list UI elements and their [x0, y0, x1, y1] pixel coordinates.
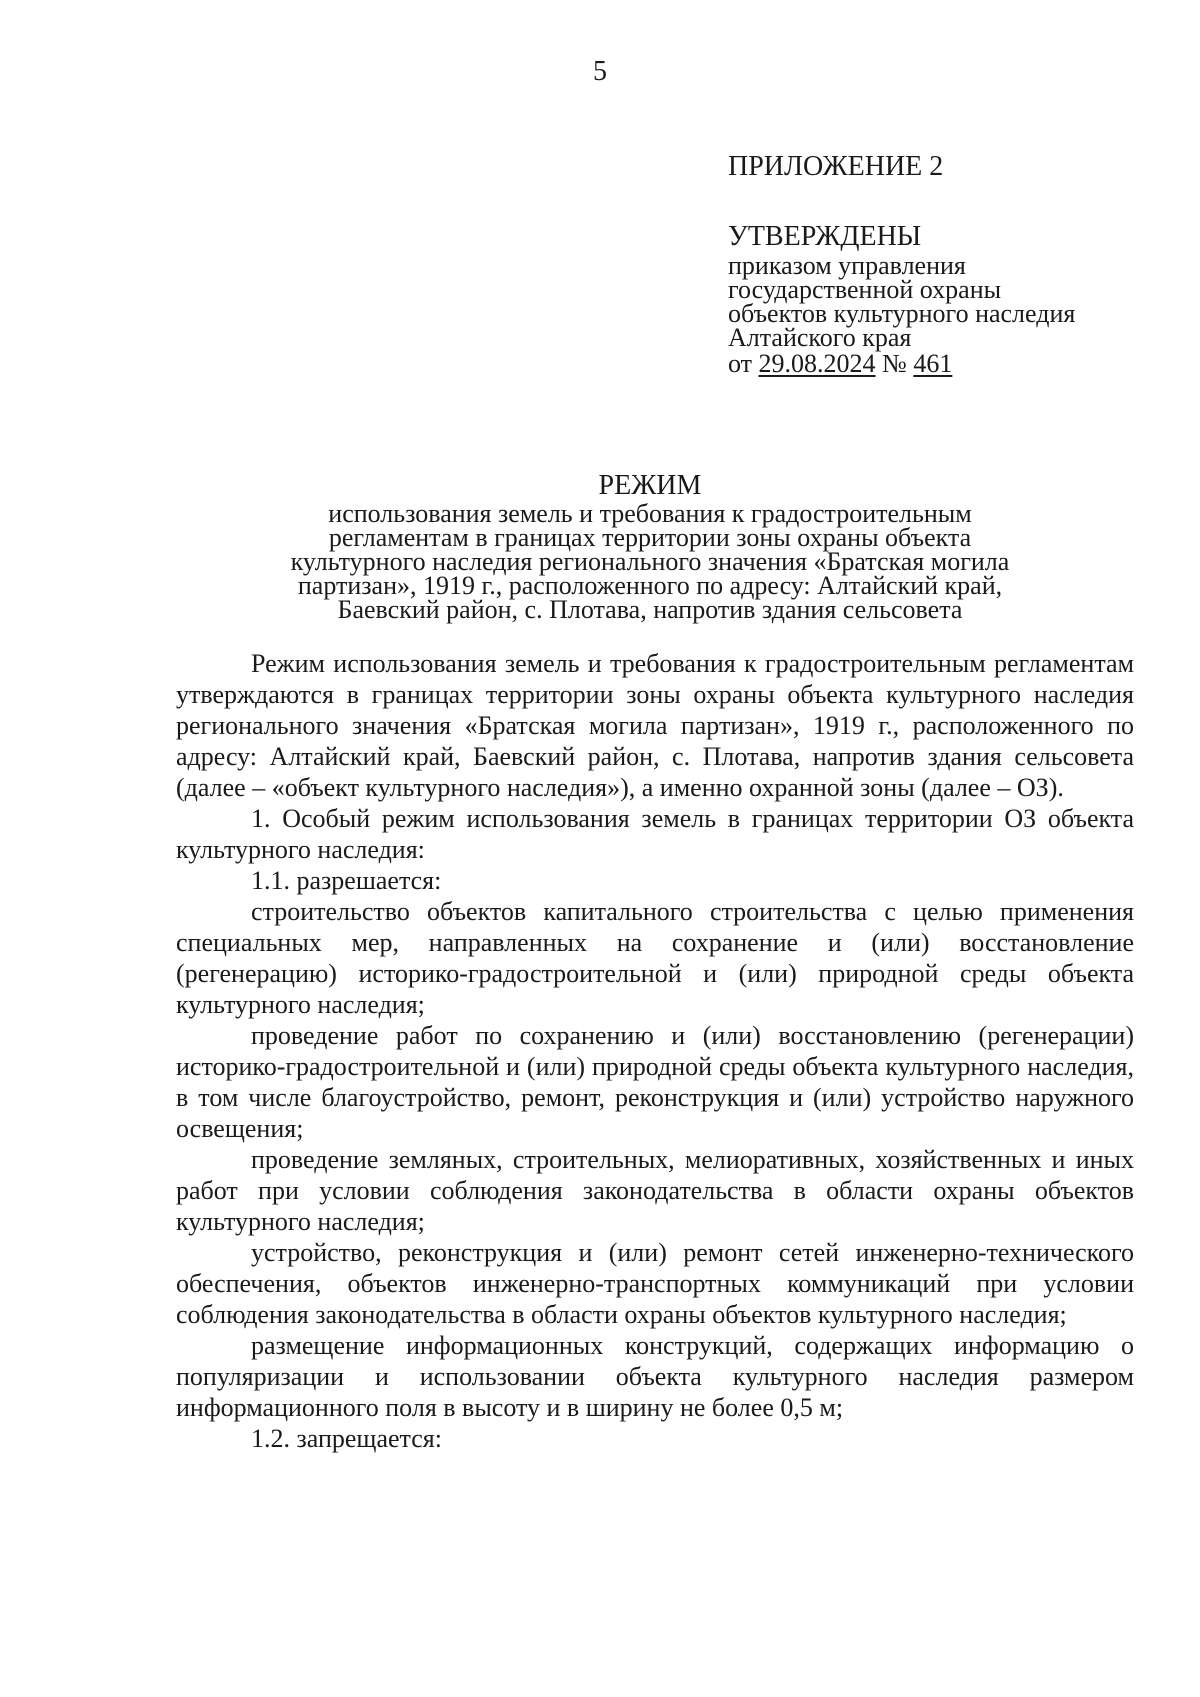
order-line: [728, 350, 1168, 378]
paragraph-item: размещение информационных конструкций, содержащих информацию о популяризации и использовании объекта культурного наследия размером информационного поля в высоту и в ширину не более 0,5 м;: [176, 1331, 1134, 1422]
document-body: [176, 648, 1134, 1454]
approved-label: УТВЕРЖДЕНЫ: [728, 221, 922, 252]
approval-header: [728, 150, 1168, 378]
paragraph-item: строительство объектов капитального строительства с целью применения специальных мер, направленных на сохранение и (или) восстановление (регенерацию) историко-градостроительной и (или) природной среды объекта культурного наследия;: [176, 897, 1134, 1019]
paragraph-intro: Режим использования земель и требования к градостроительным регламентам утверждаются в границах территории зоны охраны объекта культурного наследия регионального значения «Братская могила партизан», 1919 г., расположенного по адресу: Алтайский край, Баевский район, с. Плотава, напротив здания сельсовета (далее – «объект культурного наследия»), а именно охранной зоны (далее – ОЗ).: [176, 649, 1134, 802]
title-line: партизан», 1919 г., расположенного по адресу: Алтайский край,: [297, 571, 1003, 600]
title-line: использования земель и требования к градостроительным: [328, 499, 972, 528]
paragraph-section-1: 1. Особый режим использования земель в границах территории ОЗ объекта культурного наследия:: [176, 804, 1134, 864]
title-line: культурного наследия регионального значения «Братская могила: [290, 547, 1010, 576]
approved-line: приказом управления: [728, 251, 966, 280]
order-date: 29.08.2024: [758, 349, 876, 378]
approved-line: государственной охраны: [728, 275, 1002, 304]
title-line: регламентам в границах территории зоны охраны объекта: [328, 523, 972, 552]
appendix-label: ПРИЛОЖЕНИЕ 2: [728, 151, 944, 182]
title-line: Баевский район, с. Плотава, напротив здания сельсовета: [337, 595, 963, 624]
paragraph-item: устройство, реконструкция и (или) ремонт сетей инженерно-технического обеспечения, объектов инженерно-транспортных коммуникаций при условии соблюдения законодательства в области охраны объектов культурного наследия;: [176, 1238, 1134, 1329]
order-number: 461: [913, 349, 953, 378]
order-number-sign: №: [875, 349, 914, 378]
approved-line: объектов культурного наследия: [728, 299, 1076, 328]
paragraph-section-1-1: 1.1. разрешается:: [251, 866, 442, 895]
title-main: РЕЖИМ: [598, 470, 702, 501]
paragraph-item: проведение работ по сохранению и (или) восстановлению (регенерации) историко-градостроительной и (или) природной среды объекта культурного наследия, в том числе благоустройство, ремонт, реконструкция и (или) устройство наружного освещения;: [176, 1021, 1134, 1143]
paragraph-section-1-2: 1.2. запрещается:: [251, 1424, 442, 1453]
paragraph-item: проведение земляных, строительных, мелиоративных, хозяйственных и иных работ при условии соблюдения законодательства в области охраны объектов культурного наследия;: [176, 1145, 1134, 1236]
document-title: [170, 470, 1130, 622]
approved-line: Алтайского края: [728, 323, 912, 352]
order-prefix: от: [728, 349, 759, 378]
page-number: 5: [593, 56, 607, 87]
